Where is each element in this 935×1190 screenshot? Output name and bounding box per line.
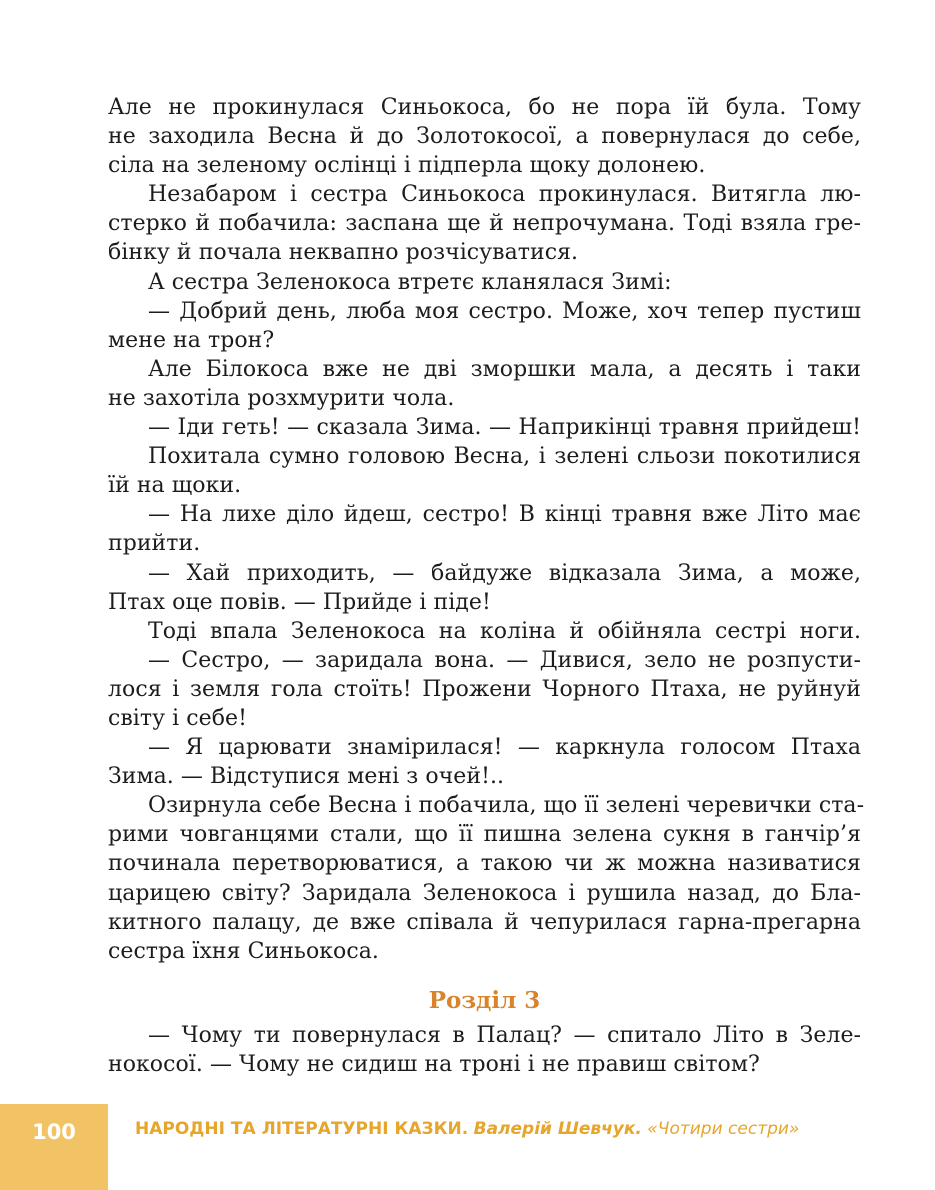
page-number: 100 bbox=[32, 1120, 76, 1144]
text-line: Тоді впала Зеленокоса на коліна й обійняла сестрі ноги. bbox=[148, 618, 861, 644]
running-title bbox=[135, 1119, 799, 1139]
text-line: Але не прокинулася Синьокоса, бо не пора їй була. Тому bbox=[108, 95, 861, 120]
text-line: мене на трон? bbox=[108, 327, 275, 353]
text-line: не заходила Весна й до Золотокосої, а повернулася до себе, bbox=[108, 124, 861, 150]
running-title-author: Валерій Шевчук. bbox=[473, 1119, 642, 1139]
text-line: їй на щоки. bbox=[108, 473, 242, 499]
text-line: рими човганцями стали, що її пишна зелена сукня в ганчір’я bbox=[108, 822, 861, 848]
text-line: — Сестро, — заридала вона. — Дивися, зело не розпусти- bbox=[148, 647, 861, 673]
text-line: китного палацу, де вже співала й чепурилася гарна-прегарна bbox=[108, 909, 861, 935]
text-line: сіла на зеленому ослінці і підперла щоку долонею. bbox=[108, 153, 706, 179]
text-line: прийти. bbox=[108, 531, 201, 557]
text-line: світу і себе! bbox=[108, 705, 247, 731]
text-line: — Хай приходить, — байдуже відказала Зима, а може, bbox=[148, 560, 861, 586]
text-line: не захотіла розхмурити чола. bbox=[108, 385, 455, 411]
text-line: Незабаром і сестра Синьокоса прокинулася. Витягла лю- bbox=[148, 182, 861, 208]
text-line: — На лихе діло йдеш, сестро! В кінці травня вже Літо має bbox=[148, 502, 861, 528]
text-line: стерко й побачила: заспана ще й непрочумана. Тоді взяла гре- bbox=[108, 211, 861, 237]
text-line: Але Білокоса вже не дві зморшки мала, а десять і таки bbox=[148, 356, 861, 382]
text-line: Озирнула себе Весна і побачила, що її зелені черевички ста- bbox=[148, 793, 865, 819]
text-line: сестра їхня Синьокоса. bbox=[108, 938, 379, 964]
text-line: лося і земля гола стоїть! Прожени Чорного Птаха, не руйнуй bbox=[108, 676, 861, 702]
text-line: Птах оце повів. — Прийде і піде! bbox=[108, 589, 491, 615]
text-line: — Я царювати знамірилася! — каркнула голосом Птаха bbox=[148, 735, 861, 761]
text-line: царицею світу? Заридала Зеленокоса і рушила назад, до Бла- bbox=[108, 880, 861, 906]
text-line: А сестра Зеленокоса втретє кланялася Зимі: bbox=[148, 269, 672, 295]
text-line: Похитала сумно головою Весна, і зелені сльози покотилися bbox=[148, 444, 861, 470]
text-line: починала перетворюватися, а такою чи ж можна називатися bbox=[108, 851, 861, 877]
text-line: Зима. — Відступися мені з очей!.. bbox=[108, 764, 505, 790]
page-text bbox=[108, 93, 865, 1079]
text-line: бінку й почала неквапно розчісуватися. bbox=[108, 240, 579, 266]
text-line: — Добрий день, люба моя сестро. Може, хоч тепер пустиш bbox=[148, 298, 861, 324]
running-title-work: «Чотири сестри» bbox=[647, 1119, 800, 1139]
text-line: — Іди геть! — сказала Зима. — Наприкінці травня прийдеш! bbox=[148, 415, 861, 441]
section-heading: Розділ 3 bbox=[428, 986, 541, 1014]
text-line: — Чому ти повернулася в Палац? — спитало Літо в Зеле- bbox=[148, 1022, 861, 1048]
text-line: нокосої. — Чому не сидиш на троні і не правиш світом? bbox=[108, 1051, 760, 1077]
running-title-section: НАРОДНІ ТА ЛІТЕРАТУРНІ КАЗКИ. bbox=[135, 1119, 469, 1139]
